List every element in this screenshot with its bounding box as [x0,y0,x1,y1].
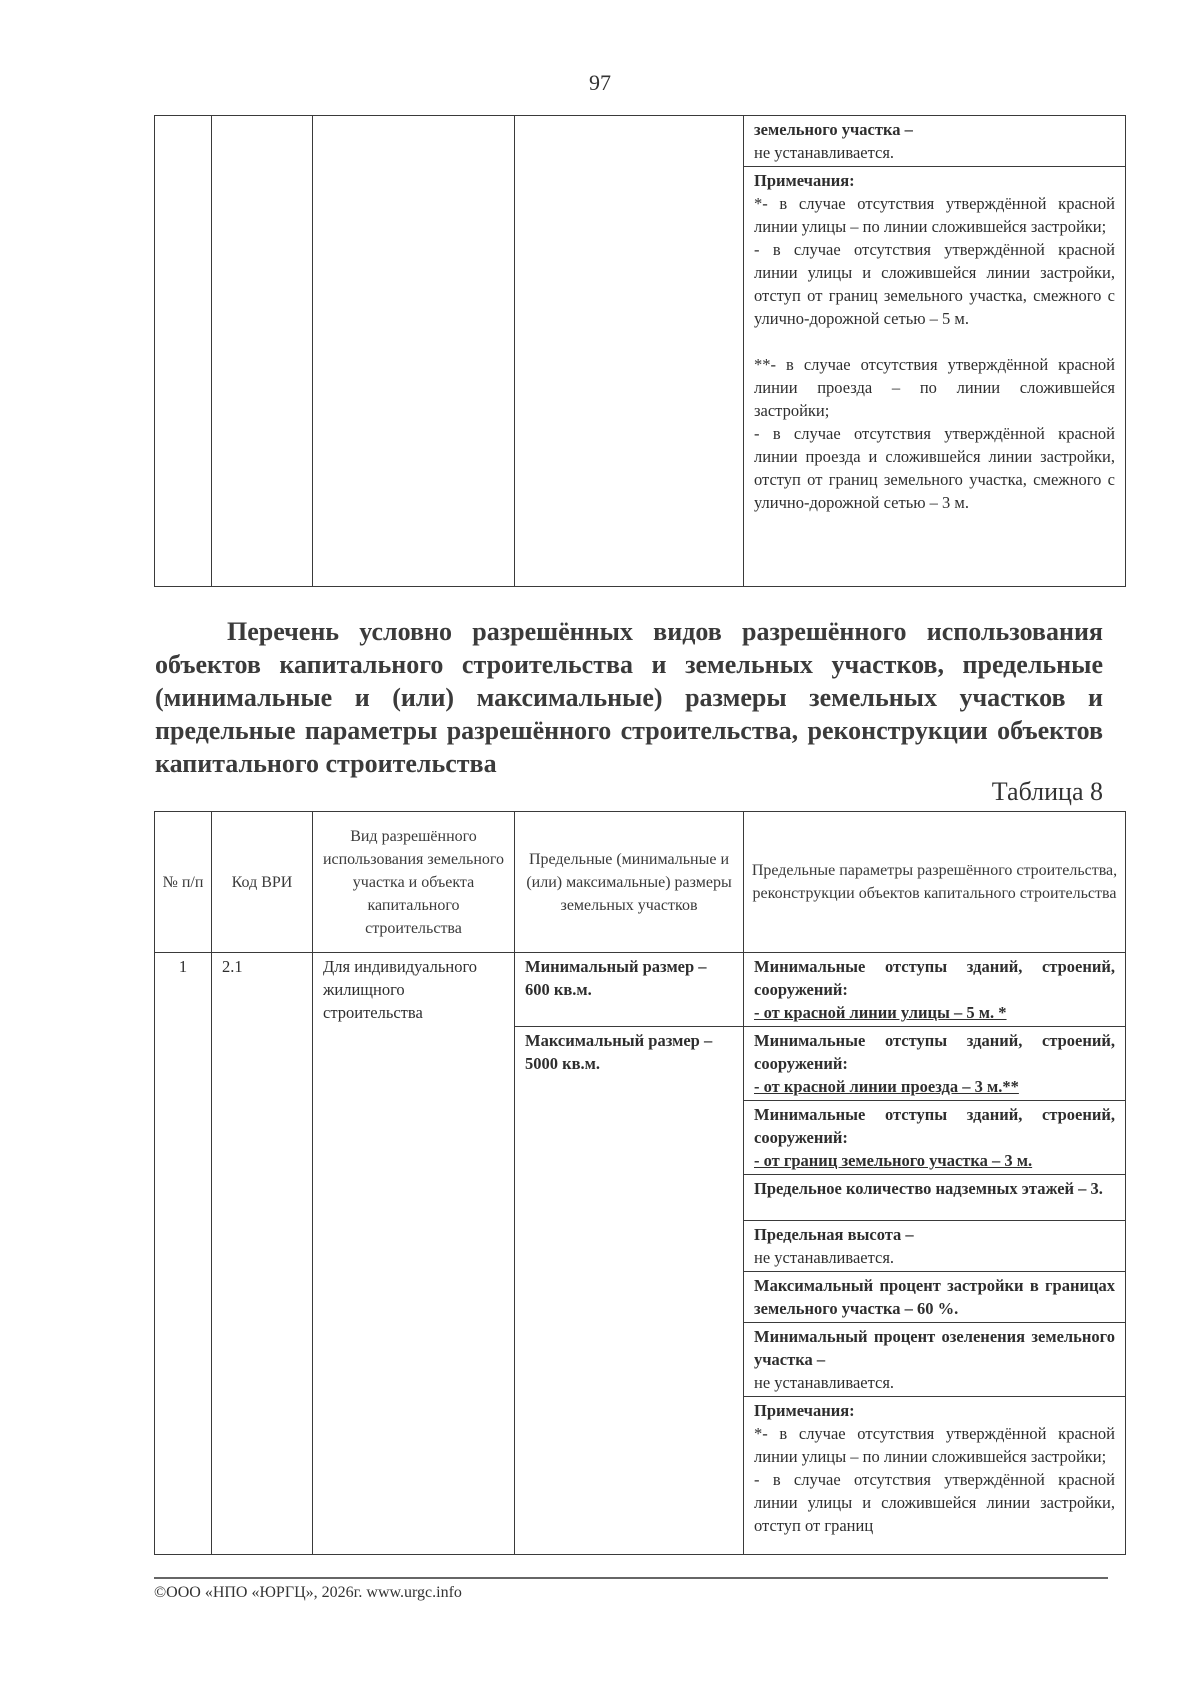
cont-note-c: **- в случае отсутствия утверждённой красной линии проезда – по линии сложившейся застройки; [754,355,1115,420]
max-size-cell: Максимальный размер – 5000 кв.м. [515,1027,744,1555]
param-height-body: не устанавливается. [754,1248,895,1267]
param-offset-street [744,953,1126,1027]
continued-table [154,115,1126,587]
header-code: Код ВРИ [212,812,313,953]
param-greening-head: Минимальный процент озеленения земельного участка – [754,1327,1115,1369]
cont-col-sizes [515,116,744,587]
param-notes [744,1397,1126,1555]
param-build-percent: Максимальный процент застройки в границах земельного участка – 60 %. [744,1272,1126,1323]
page-number: 97 [589,70,611,95]
param-notes-title: Примечания: [754,1401,855,1420]
footer-copyright: ©ООО «НПО «ЮРГЦ», 2026г. www.urgc.info [154,1584,462,1601]
param-height [744,1221,1126,1272]
table-caption: Таблица 8 [991,777,1103,806]
cont-col-kind [313,116,515,587]
cont-col-num [155,116,212,587]
cont-note-a: *- в случае отсутствия утверждённой красной линии улицы – по линии сложившейся застройки; [754,194,1115,236]
row-num: 1 [155,953,212,1555]
param-note-b: - в случае отсутствия утверждённой красной линии улицы и сложившейся линии застройки, отступ от границ [754,1470,1115,1535]
param-floors: Предельное количество надземных этажей – 3. [744,1175,1126,1221]
param-greening-body: не устанавливается. [754,1373,895,1392]
cont-notes-cell [744,167,1126,587]
param-offset-passage-head: Минимальные отступы зданий, строений, сооружений: [754,1031,1115,1073]
param-offset-border [744,1101,1126,1175]
footer-divider [154,1577,1108,1579]
cont-note-b: - в случае отсутствия утверждённой красной линии улицы и сложившейся линии застройки, отступ от границ земельного участка, смежного с улично-дорожной сетью – 5 м. [754,240,1115,328]
param-offset-street-head: Минимальные отступы зданий, строений, сооружений: [754,957,1115,999]
header-num: № п/п [155,812,212,953]
cont-greening-value: не устанавливается. [754,143,895,162]
param-greening [744,1323,1126,1397]
param-offset-passage-body: - от красной линии проезда – 3 м.** [754,1077,1019,1096]
param-height-head: Предельная высота – [754,1225,914,1244]
min-size-cell: Минимальный размер – 600 кв.м. [515,953,744,1027]
cont-greening-head: земельного участка – [754,120,913,139]
cont-note-d: - в случае отсутствия утверждённой красной линии проезда и сложившейся линии застройки, отступ от границ земельного участка, смежного с улично-дорожной сетью – 3 м. [754,424,1115,512]
header-sizes: Предельные (минимальные и (или) максимальные) размеры земельных участков [515,812,744,953]
header-kind: Вид разрешённого использования земельного участка и объекта капитального строительства [313,812,515,953]
row-code: 2.1 [212,953,313,1555]
header-params: Предельные параметры разрешённого строительства, реконструкции объектов капитального строительства [744,812,1126,953]
cont-col-code [212,116,313,587]
cont-notes-title: Примечания: [754,171,855,190]
param-offset-border-head: Минимальные отступы зданий, строений, сооружений: [754,1105,1115,1147]
param-note-a: *- в случае отсутствия утверждённой красной линии улицы – по линии сложившейся застройки; [754,1424,1115,1466]
param-offset-border-body: - от границ земельного участка – 3 м. [754,1151,1033,1170]
param-offset-street-body: - от красной линии улицы – 5 м. * [754,1003,1007,1022]
section-heading: Перечень условно разрешённых видов разрешённого использования объектов капитального строительства и земельных участков, предельные (минимальные и (или) максимальные) размеры земельных участков и предельные параметры разрешённого строительства, реконструкции объектов капитального строительства [155,617,1103,778]
cont-greening-cell [744,116,1126,167]
table-8 [154,811,1126,1555]
row-kind: Для индивидуального жилищного строительства [313,953,515,1555]
param-offset-passage [744,1027,1126,1101]
